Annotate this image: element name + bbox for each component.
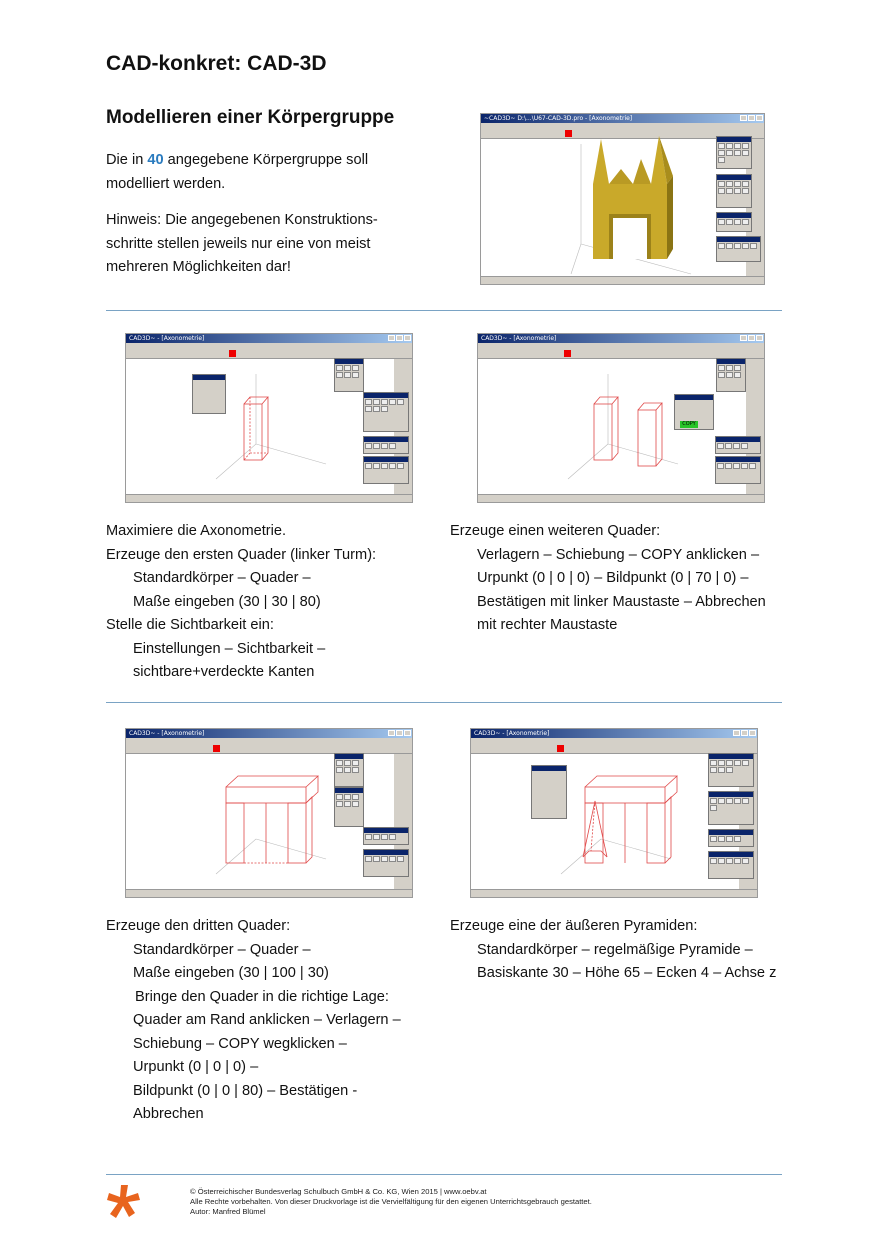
screenshot-step4: CAD3D~ - [Axonometrie] [470,728,758,898]
divider [106,310,782,311]
step3-text: Erzeuge den dritten Quader: Standardkörper – Quader – Maße eingeben (30 | 100 | 30) Bringe den Quader in die richtige Lage: Quader am Rand anklicken – Verlagern – Schiebung – COPY wegklicken – Urpunkt (0 | 0 | 0) – Bildpunkt (0 | 0 | 80) – Bestätigen - Abbrechen [106,918,401,1122]
step4-text: Erzeuge eine der äußeren Pyramiden: Standardkörper – regelmäßige Pyramide – Basiskante 30 – Höhe 65 – Ecken 4 – Achse z [450,918,777,981]
section-title: Modellieren einer Körpergruppe [106,107,395,128]
screenshot-final-model: ~CAD3D~ D:\...\U67-CAD-3D.pro - [Axonometrie] [480,113,765,285]
figure-reference: 40 [147,152,164,168]
page-title: CAD-konkret: CAD-3D [106,52,327,75]
step1-text: Maximiere die Axonometrie. Erzeuge den ersten Quader (linker Turm): Standardkörper – Quader – Maße eingeben (30 | 30 | 80) Stelle die Sichtbarkeit ein: Einstellungen – Sichtbarkeit – sichtbare+verdeckte Kanten [106,523,377,680]
publisher-logo-icon [104,1183,144,1223]
copy-toggle[interactable]: COPY [680,421,698,428]
intro-text: Die in 40 angegebene Körpergruppe soll modelliert werden. Hinweis: Die angegebenen Konstruktions- schritte stellen jeweils nur eine von meist mehreren Möglichkeiten dar! [106,152,378,275]
footer: © Österreichischer Bundesverlag Schulbuch GmbH & Co. KG, Wien 2015 | www.oebv.at Alle Rechte vorbehalten. Von dieser Druckvorlage ist die Vervielfältigung für den eigenen Unterrichtsgebrauch gestattet. Autor: Manfred Blümel [190,1187,592,1216]
screenshot-step3: CAD3D~ - [Axonometrie] [125,728,413,898]
divider [106,1174,782,1175]
step2-text: Erzeuge einen weiteren Quader: Verlagern – Schiebung – COPY anklicken – Urpunkt (0 | 0 | 0) – Bildpunkt (0 | 70 | 0) – Bestätigen mit linker Maustaste – Abbrechen mit rechter Maustaste [450,523,766,633]
screenshot-step1: CAD3D~ - [Axonometrie] [125,333,413,503]
screenshot-step2: CAD3D~ - [Axonometrie] COPY [477,333,765,503]
divider [106,702,782,703]
